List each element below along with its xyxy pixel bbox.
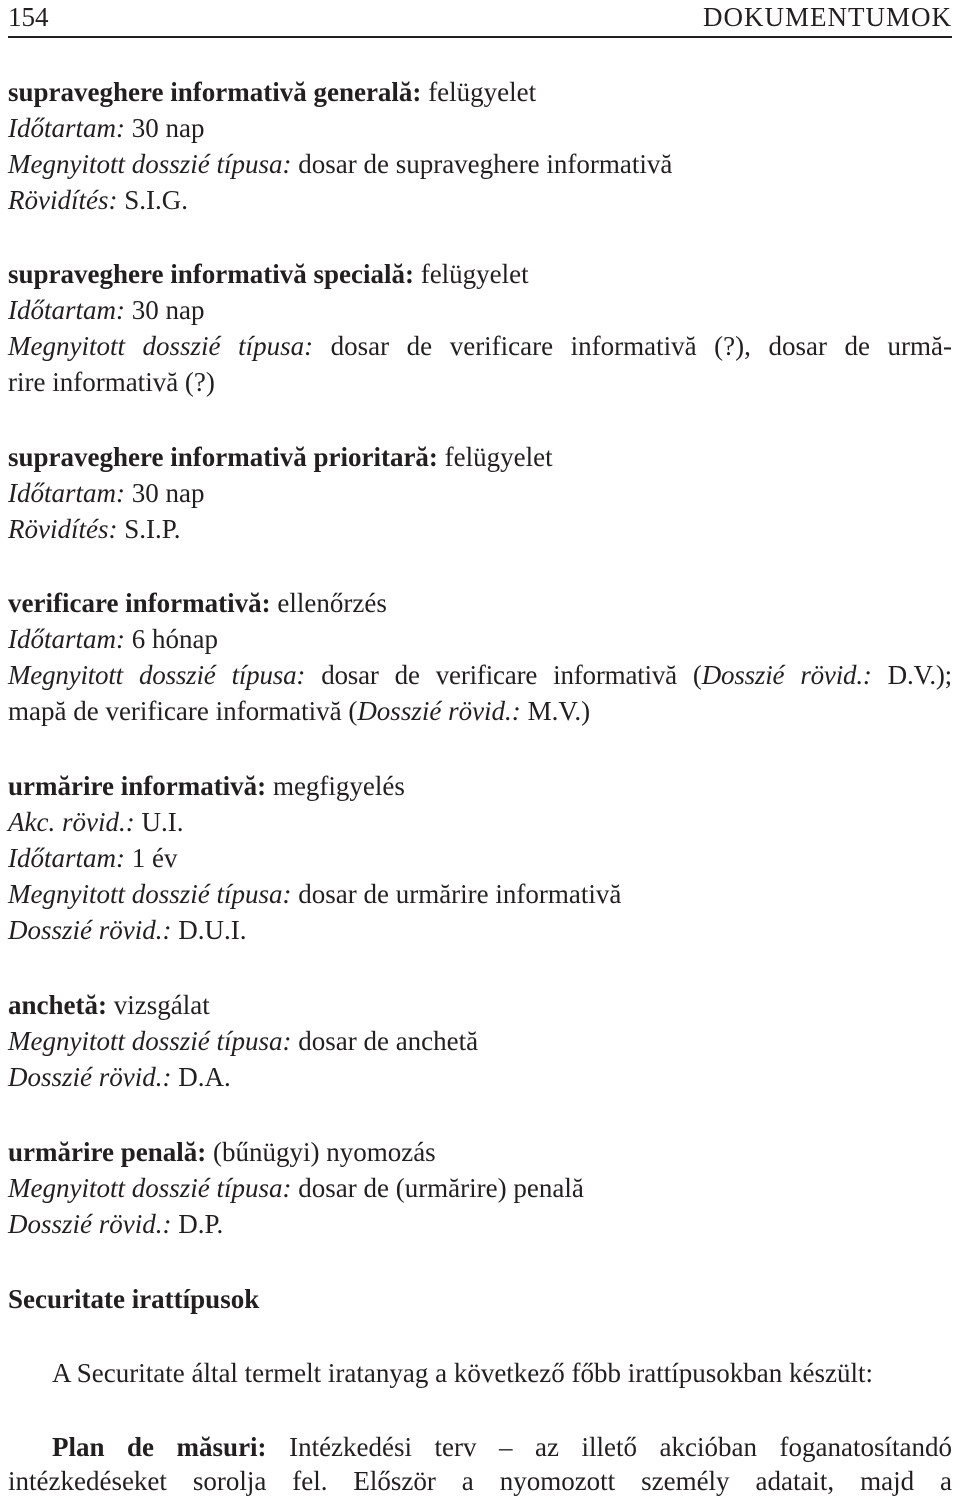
entry-dossier-continuation (8, 365, 215, 399)
dossier-value: dosar de anchetă (298, 1026, 479, 1056)
page-header (8, 0, 952, 38)
duration-value: 30 nap (131, 113, 205, 143)
entry-dossier-line (8, 1171, 584, 1205)
entry-term: supraveghere informativă prioritară: (8, 442, 438, 472)
entry-term-line (8, 769, 405, 803)
entry-term: urmărire informativă: (8, 771, 267, 801)
duration-label: Időtartam: (8, 295, 125, 325)
entry-dossier-line (8, 658, 952, 692)
dossier-abbr-label: Dosszié rövid.: (701, 660, 872, 690)
entry-dossier-continuation (8, 694, 590, 728)
entry-dossier-line (8, 877, 621, 911)
section-heading: Securitate irattípusok (8, 1284, 260, 1314)
dossier-value: dosar de verificare informativă (?), dosar de urmă- (330, 331, 952, 361)
entry-term-line (8, 586, 387, 620)
entry-meaning: felügyelet (428, 77, 537, 107)
entry-term: verificare informativă: (8, 588, 271, 618)
duration-value: 6 hónap (131, 624, 218, 654)
dossier-label: Megnyitott dosszié típusa: (8, 331, 314, 361)
abbr-value: S.I.P. (124, 514, 181, 544)
entry-dossier-line (8, 147, 672, 181)
entry-term-line (8, 75, 536, 109)
dossier-label: Megnyitott dosszié típusa: (8, 149, 292, 179)
duration-value: 1 év (131, 843, 178, 873)
entry-action-abbr-line (8, 805, 183, 839)
entry-duration-line (8, 622, 218, 656)
duration-label: Időtartam: (8, 843, 125, 873)
abbr-label: Rövidítés: (8, 185, 118, 215)
duration-label: Időtartam: (8, 478, 125, 508)
dossier-label: Megnyitott dosszié típusa: (8, 1173, 292, 1203)
dossier-abbr-value: D.U.I. (178, 915, 247, 945)
dossier-value: dosar de urmărire informativă (298, 879, 622, 909)
dossier-label: Megnyitott dosszié típusa: (8, 660, 306, 690)
dossier-abbr-label: Dosszié rövid.: (8, 1062, 172, 1092)
duration-value: 30 nap (131, 478, 205, 508)
entry-dossier-line (8, 1024, 478, 1058)
entry-meaning: megfigyelés (272, 771, 405, 801)
dossier-abbr-value: D.P. (178, 1209, 224, 1239)
entry-dossier-abbr-line (8, 1060, 231, 1094)
entry-duration-line (8, 293, 204, 327)
action-abbr-label: Akc. rövid.: (8, 807, 135, 837)
entry-term-line (8, 988, 210, 1022)
entry-dossier-abbr-line (8, 1207, 223, 1241)
dossier-abbr-label: Dosszié rövid.: (357, 696, 521, 726)
duration-value: 30 nap (131, 295, 205, 325)
entry-term-line (8, 440, 553, 474)
action-abbr-value: U.I. (141, 807, 184, 837)
entry-term-line (8, 1135, 436, 1169)
entry-duration-line (8, 841, 177, 875)
entry-dossier-abbr-line (8, 913, 247, 947)
dossier-value: rire informativă (?) (8, 367, 215, 397)
entry-term: supraveghere informativă generală: (8, 77, 422, 107)
entry-meaning: felügyelet (444, 442, 553, 472)
entry-duration-line (8, 476, 204, 510)
entry-term: supraveghere informativă specială: (8, 259, 414, 289)
entry-term: anchetă: (8, 990, 107, 1020)
page-number: 154 (8, 2, 49, 32)
entry-term: urmărire penală: (8, 1137, 207, 1167)
dossier-value: dosar de (urmărire) penală (298, 1173, 584, 1203)
plan-paragraph-line1 (52, 1430, 952, 1464)
dossier-value: mapă de verificare informativă ( (8, 696, 358, 726)
dossier-value: dosar de supraveghere informativă (298, 149, 673, 179)
dossier-abbr-value: D.A. (178, 1062, 231, 1092)
duration-label: Időtartam: (8, 113, 125, 143)
dossier-label: Megnyitott dosszié típusa: (8, 1026, 292, 1056)
entry-abbr-line (8, 183, 188, 217)
running-title: DOKUMENTUMOK (703, 2, 952, 32)
dossier-value: dosar de verificare informativă (Dosszié rövid.: D.V.); (321, 660, 952, 690)
entry-meaning: felügyelet (420, 259, 529, 289)
entry-meaning: ellenőrzés (277, 588, 387, 618)
dossier-abbr-label: Dosszié rövid.: (8, 915, 172, 945)
entry-abbr-line (8, 512, 181, 546)
dossier-abbr-value: D.V.); (887, 660, 952, 690)
dossier-abbr-label: Dosszié rövid.: (8, 1209, 172, 1239)
abbr-value: S.I.G. (124, 185, 188, 215)
plan-term: Plan de măsuri: (52, 1432, 267, 1462)
section-intro: A Securitate által termelt iratanyag a következő főbb irattípusokban készült: (52, 1358, 873, 1388)
entry-dossier-line (8, 329, 952, 363)
abbr-label: Rövidítés: (8, 514, 118, 544)
plan-paragraph-line2: intézkedéseket sorolja fel. Először a nyomozott személy adatait, majd a (8, 1466, 952, 1496)
dossier-abbr-value: M.V.) (527, 696, 591, 726)
entry-meaning: (bűnügyi) nyomozás (212, 1137, 436, 1167)
entry-meaning: vizsgálat (113, 990, 210, 1020)
entry-duration-line (8, 111, 204, 145)
duration-label: Időtartam: (8, 624, 125, 654)
dossier-label: Megnyitott dosszié típusa: (8, 879, 292, 909)
plan-text: Intézkedési terv – az illető akcióban foganatosítandó (289, 1432, 952, 1462)
entry-term-line (8, 257, 529, 291)
